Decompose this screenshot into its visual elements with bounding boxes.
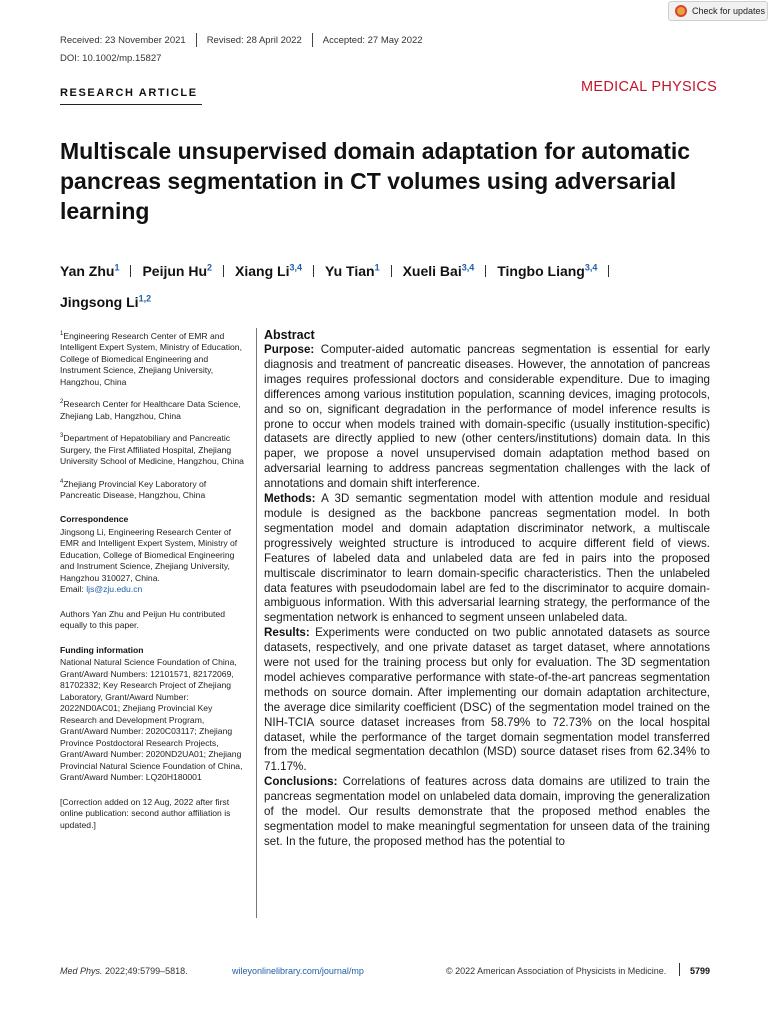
journal-name: MEDICAL PHYSICS	[581, 79, 718, 95]
divider	[608, 265, 609, 277]
abstract-purpose: Purpose: Computer-aided automatic pancreas segmentation is essential for early diagnosis and treatment of pancreatic diseases. However, the annotation of pancreas images requires professional doctors and considerable expenditure. Due to imaging differences among various institution population, scanning devices, imaging protocols, and so on, significant degradation in the performance of model inference results is prone to occur when models trained with domain-specific (usually institution-specific) datasets are directly applied to new (other centers/institutions) domain data. In this paper, we propose a novel unsupervised domain adaptation method based on adversarial learning to address pancreas segmentation challenges with the lack of annotations and domain shift interference.	[264, 343, 710, 491]
author[interactable]: Xueli Bai$^{3,4}$	[402, 262, 475, 279]
revised-date: Revised: 28 April 2022	[206, 34, 302, 46]
check-for-updates-button[interactable]	[668, 1, 768, 21]
divider	[130, 265, 131, 277]
article-type: RESEARCH ARTICLE	[60, 87, 198, 99]
abstract-heading: Abstract	[264, 328, 315, 342]
check-for-updates-label: Check for updates	[692, 6, 766, 16]
author[interactable]: Xiang Li$^{3,4}$	[235, 262, 303, 279]
affiliation: $^3$Department of Hepatobiliary and Pancreatic Surgery, the First Affiliated Hospital, Zhejiang University School of Medicine, Hangzhou, China	[60, 433, 244, 467]
affiliation: $^1$Engineering Research Center of EMR and Intelligent Expert System, Ministry of Education, College of Biomedical Engineering and Instrument Science, Zhejiang University, Hangzhou, China	[60, 330, 242, 387]
journal-url-link[interactable]: wileyonlinelibrary.com/journal/mp	[232, 966, 364, 976]
author-list	[60, 253, 720, 316]
funding-information	[60, 645, 245, 784]
page-number: 5799	[690, 966, 711, 976]
correspondence	[60, 514, 245, 596]
article-dates	[60, 33, 423, 47]
received-date: Received: 23 November 2021	[60, 34, 186, 46]
column-divider	[256, 328, 257, 918]
accepted-date: Accepted: 27 May 2022	[322, 34, 423, 46]
affiliation: $^2$Research Center for Healthcare Data Science, Zhejiang Lab, Hangzhou, China	[60, 399, 241, 421]
author[interactable]: Tingbo Liang$^{3,4}$	[497, 262, 598, 279]
front-matter-sidebar	[60, 329, 245, 840]
divider	[223, 265, 224, 277]
footer-divider	[679, 963, 680, 976]
divider	[312, 33, 313, 47]
affiliation: $^4$Zhejiang Provincial Key Laboratory of Pancreatic Disease, Hangzhou, China	[60, 478, 207, 500]
correction-note: [Correction added on 12 Aug, 2022 after first online publication: second author affiliation is updated.]	[60, 796, 231, 830]
citation: Med Phys. 2022;49:5799–5818.	[60, 966, 188, 976]
funding-text: National Natural Science Foundation of China, Grant/Award Numbers: 12101571, 82172069, 81702332; Key Research Project of Zhejiang Laboratory, Grant/Award Number: 2022ND0AC01; Zhejiang Provincial Key Research and Development Program, Grant/Award Number: 2020C03117; Zhejiang Province Postdoctoral Research Projects, Grant/Award Number: 2020ND2UA01; Zhejiang Provincial Natural Science Foundation of China, Grant/Award Number: LQ20H180001	[60, 657, 243, 783]
divider	[196, 33, 197, 47]
author[interactable]: Jingsong Li$^{1,2}$	[60, 293, 152, 311]
divider	[313, 265, 314, 277]
author[interactable]: Yu Tian$^1$	[325, 262, 380, 279]
copyright: © 2022 American Association of Physicists in Medicine.	[446, 966, 667, 976]
funding-heading: Funding information	[60, 644, 144, 655]
divider	[391, 265, 392, 277]
correspondence-text: Jingsong Li, Engineering Research Center of EMR and Intelligent Expert System, Ministry of Education, College of Biomedical Engineering and Instrument Science, Zhejiang University, Hangzhou 310027, China. Email: ljs@zju.edu.cn	[60, 526, 238, 595]
paper-title: Multiscale unsupervised domain adaptation for automatic pancreas segmentation in CT volumes using adversarial learning	[60, 138, 691, 224]
divider	[485, 265, 486, 277]
equal-contribution-note: Authors Yan Zhu and Peijun Hu contributed equally to this paper.	[60, 608, 225, 631]
email-link[interactable]: ljs@zju.edu.cn	[86, 584, 143, 595]
abstract-conclusions: Conclusions: Correlations of features across data domains are utilized to train the pancreas segmentation model on unlabeled data domain, improving the generalization of the model. Our results demonstrate that the proposed method enables the segmentation model to make meaningful segmentation for unseen data of the training set. In the future, the proposed method has the potential to	[264, 775, 710, 848]
author[interactable]: Peijun Hu$^2$	[142, 262, 213, 279]
abstract-results: Results: Experiments were conducted on two public annotated datasets as source datasets, respectively, and one private dataset as target dataset, where annotations were not used for the training process but only for evaluation. The 3D segmentation model achieves comparative performance with state-of-the-art pancreas segmentation methods on source domain. After implementing our domain adaptation architecture, the average dice similarity coefficient (DSC) of the segmentation model trained on the NIH-TCIA source dataset increases from 58.79% to 72.73% on the local hospital dataset, while the performance of the target domain segmentation model transferred from the medical segmentation decathlon (MSD) source dataset rises from 62.34% to 71.17%.	[264, 626, 710, 774]
abstract	[264, 328, 710, 850]
article-type-underline	[60, 104, 202, 105]
author[interactable]: Yan Zhu$^1$	[60, 262, 120, 279]
doi: DOI: 10.1002/mp.15827	[60, 53, 162, 64]
abstract-methods: Methods: A 3D semantic segmentation model with attention module and residual module is designed as the backbone pancreas segmentation model. In both segmentation model and domain adaptation discriminator network, a multiscale progressively weighted structure is introduced to acquire different field of views. Features of labeled data and unlabeled data are fed in pairs into the proposed multiscale discriminator to learn domain-specific characteristics. Then the unlabeled data features with pseudodomain label are fed to the discriminator to acquire domain-ambiguous information. With this adversarial learning strategy, the performance of the segmentation network is enhanced to segment unseen unlabeled data.	[264, 492, 710, 625]
crossmark-badge-icon	[675, 5, 687, 17]
correspondence-heading: Correspondence	[60, 514, 129, 525]
